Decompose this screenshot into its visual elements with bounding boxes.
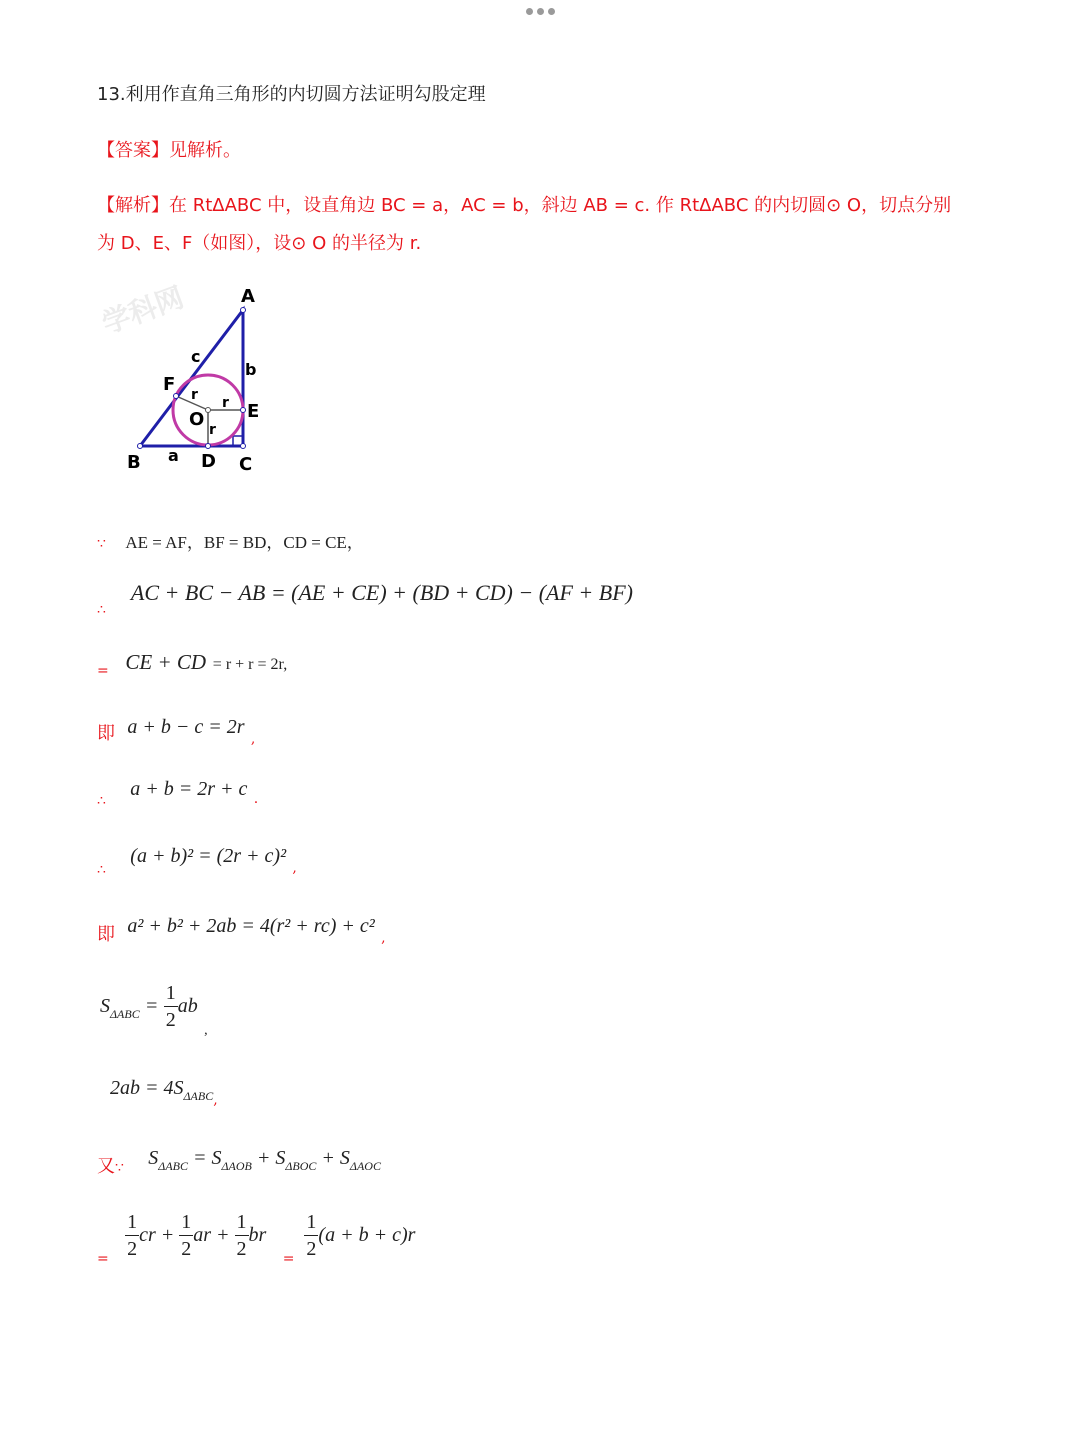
step-5: $_\therefore$ a + b = 2r + c $_.$ [97, 778, 259, 809]
label-B: B [127, 452, 141, 473]
label-r-vertical: r [209, 422, 216, 438]
label-E: E [247, 401, 260, 422]
fraction-half: $\frac{1}{2}$ [306, 1211, 317, 1260]
step-10: 又$_\because$ $S_{\Delta ABC} = S_{\Delta AOB} + S_{\Delta BOC} + S_{\Delta AOC}$ [97, 1147, 381, 1177]
step-4: 即 a + b − c = 2r $_,$ [97, 716, 256, 747]
step-3: $_=$ CE + CD = r + r = 2r, [97, 650, 288, 679]
step-1: ∵ AE = AF，BF = BD，CD = CE， [97, 533, 364, 552]
label-A: A [241, 286, 255, 307]
label-b: b [245, 360, 257, 379]
label-C: C [239, 454, 253, 475]
fraction-half: $\frac{1}{2}$ [165, 982, 176, 1031]
step-2: $_\therefore$ AC + BC − AB = (AE + CE) + (BD + CD) − (AF + BF) [97, 580, 633, 618]
analysis-line-2: 为 D、E、F（如图），设⊙ O 的半径为 r. [97, 233, 422, 254]
fraction-half: $\frac{1}{2}$ [236, 1211, 247, 1260]
label-a: a [168, 446, 179, 465]
step-9: $2ab = 4S_{\Delta ABC,}$ [110, 1077, 218, 1108]
step-8: $S_{\Delta ABC}$ = $\frac{1}{2}$ ab $_,$ [100, 982, 208, 1038]
step-7: 即 a² + b² + 2ab = 4(r² + rc) + c² $_,$ [97, 915, 386, 946]
fraction-half: $\frac{1}{2}$ [127, 1211, 138, 1260]
watermark-logo: 学科网 [97, 280, 188, 341]
label-F: F [163, 374, 176, 395]
answer-line: 【答案】见解析。 [97, 140, 241, 161]
step-6: $_\therefore$ (a + b)² = (2r + c)² $_,$ [97, 845, 297, 878]
analysis-line-1: 【解析】在 RtΔABC 中，设直角边 BC = a，AC = b，斜边 AB = c. 作 RtΔABC 的内切圆⊙ O，切点分别 [97, 195, 952, 216]
fraction-half: $\frac{1}{2}$ [181, 1211, 192, 1260]
triangle-incircle-figure [95, 278, 295, 478]
label-r-horizontal: r [222, 395, 229, 411]
label-r-oblique: r [191, 387, 198, 403]
problem-title: 13.利用作直角三角形的内切圆方法证明勾股定理 [97, 84, 486, 105]
label-O: O [189, 409, 205, 430]
label-c: c [191, 347, 201, 366]
label-D: D [201, 451, 216, 472]
step-11: $_=$ $\frac{1}{2}$ cr + $\frac{1}{2}$ ar + $\frac{1}{2}$ br $_=$ $\frac{1}{2}$ (a + b + c)r [97, 1211, 416, 1267]
more-options-icon[interactable] [526, 8, 555, 15]
